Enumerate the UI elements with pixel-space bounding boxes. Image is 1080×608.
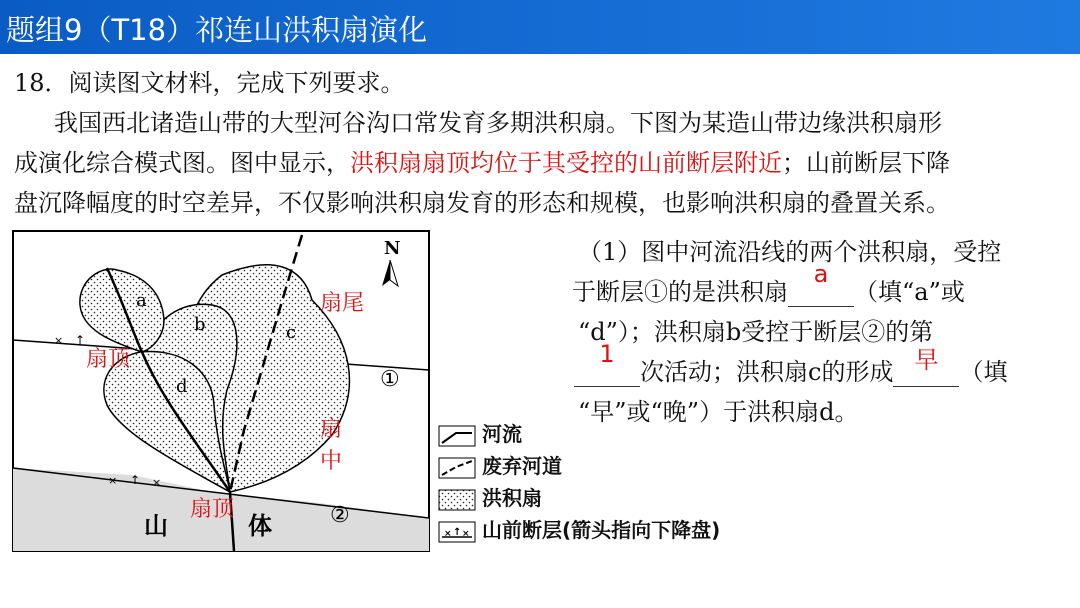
fan-tail-label: 扇尾 xyxy=(320,291,365,316)
river-legend-icon xyxy=(438,425,476,447)
answer-2: 1 xyxy=(599,340,615,368)
answer-blank-3[interactable] xyxy=(893,346,959,387)
highlight-text: 洪积扇扇顶均位于其受控的山前断层附近 xyxy=(350,149,782,177)
material-line-2: 成演化综合模式图。图中显示，洪积扇扇顶均位于其受控的山前断层附近；山前断层下降 xyxy=(14,149,950,177)
fan-a-label: a xyxy=(136,290,147,311)
svg-text:↑: ↑ xyxy=(130,473,141,487)
legend-fan: 洪积扇 xyxy=(438,482,542,511)
fault-legend-icon xyxy=(438,521,476,543)
answer-3: 早 xyxy=(914,346,939,374)
fault-1-label: ① xyxy=(380,367,400,392)
legend-fault: × ↑ × 山前断层(箭头指向下降盘) xyxy=(438,514,720,543)
alluvial-fan-diagram xyxy=(12,230,430,552)
legend-abandoned: 废弃河道 xyxy=(438,450,562,479)
subq-line-4: 1 次活动；洪积扇c的形成 早 （填 xyxy=(574,352,1007,387)
question-intro: 18．阅读图文材料，完成下列要求。 xyxy=(14,69,405,97)
fan-b-label: b xyxy=(194,314,206,335)
page-title: 题组9（T18）祁连山洪积扇演化 xyxy=(6,13,428,47)
fault-mark: × xyxy=(54,334,64,347)
answer-1: a xyxy=(813,260,829,288)
svg-text:×: × xyxy=(462,528,470,539)
mountain-label-2: 体 xyxy=(248,512,272,540)
svg-text:×: × xyxy=(108,474,118,487)
answer-blank-1[interactable] xyxy=(788,260,854,307)
svg-text:↑: ↑ xyxy=(75,333,86,347)
svg-text:×: × xyxy=(444,528,452,539)
svg-text:↑: ↑ xyxy=(453,526,462,538)
fan-mid-label-1: 扇 xyxy=(320,417,343,442)
legend-river: 河流 xyxy=(438,418,522,447)
header-bar xyxy=(0,0,1080,54)
fan-mid-label-2: 中 xyxy=(320,449,343,474)
fan-d-label: d xyxy=(176,376,188,397)
material-line-3: 盘沉降幅度的时空差异，不仅影响洪积扇发育的形态和规模，也影响洪积扇的叠置关系。 xyxy=(14,189,950,217)
fan-c-label: c xyxy=(286,322,297,343)
fan-top-label-2: 扇顶 xyxy=(190,497,235,522)
svg-text:×: × xyxy=(152,476,162,489)
subq-line-5: “早”或“晚”）于洪积扇d。 xyxy=(578,398,859,426)
fan-top-label-1: 扇顶 xyxy=(86,347,131,372)
abandoned-legend-icon xyxy=(438,457,476,479)
fault-2-label: ② xyxy=(330,503,350,528)
answer-blank-2[interactable] xyxy=(574,340,640,387)
mountain-label-1: 山 xyxy=(144,512,168,540)
north-label: N xyxy=(384,238,401,259)
subq-line-3: “d”）；洪积扇b受控于断层②的第 xyxy=(578,318,934,346)
material-line-1: 我国西北诸造山带的大型河谷沟口常发育多期洪积扇。下图为某造山带边缘洪积扇形 xyxy=(54,109,942,137)
subq-line-2: 于断层①的是洪积扇 a （填“a”或 xyxy=(572,260,965,306)
fan-legend-icon xyxy=(438,489,476,511)
subq-line-1: （1）图中河流沿线的两个洪积扇，受控 xyxy=(578,238,1002,266)
